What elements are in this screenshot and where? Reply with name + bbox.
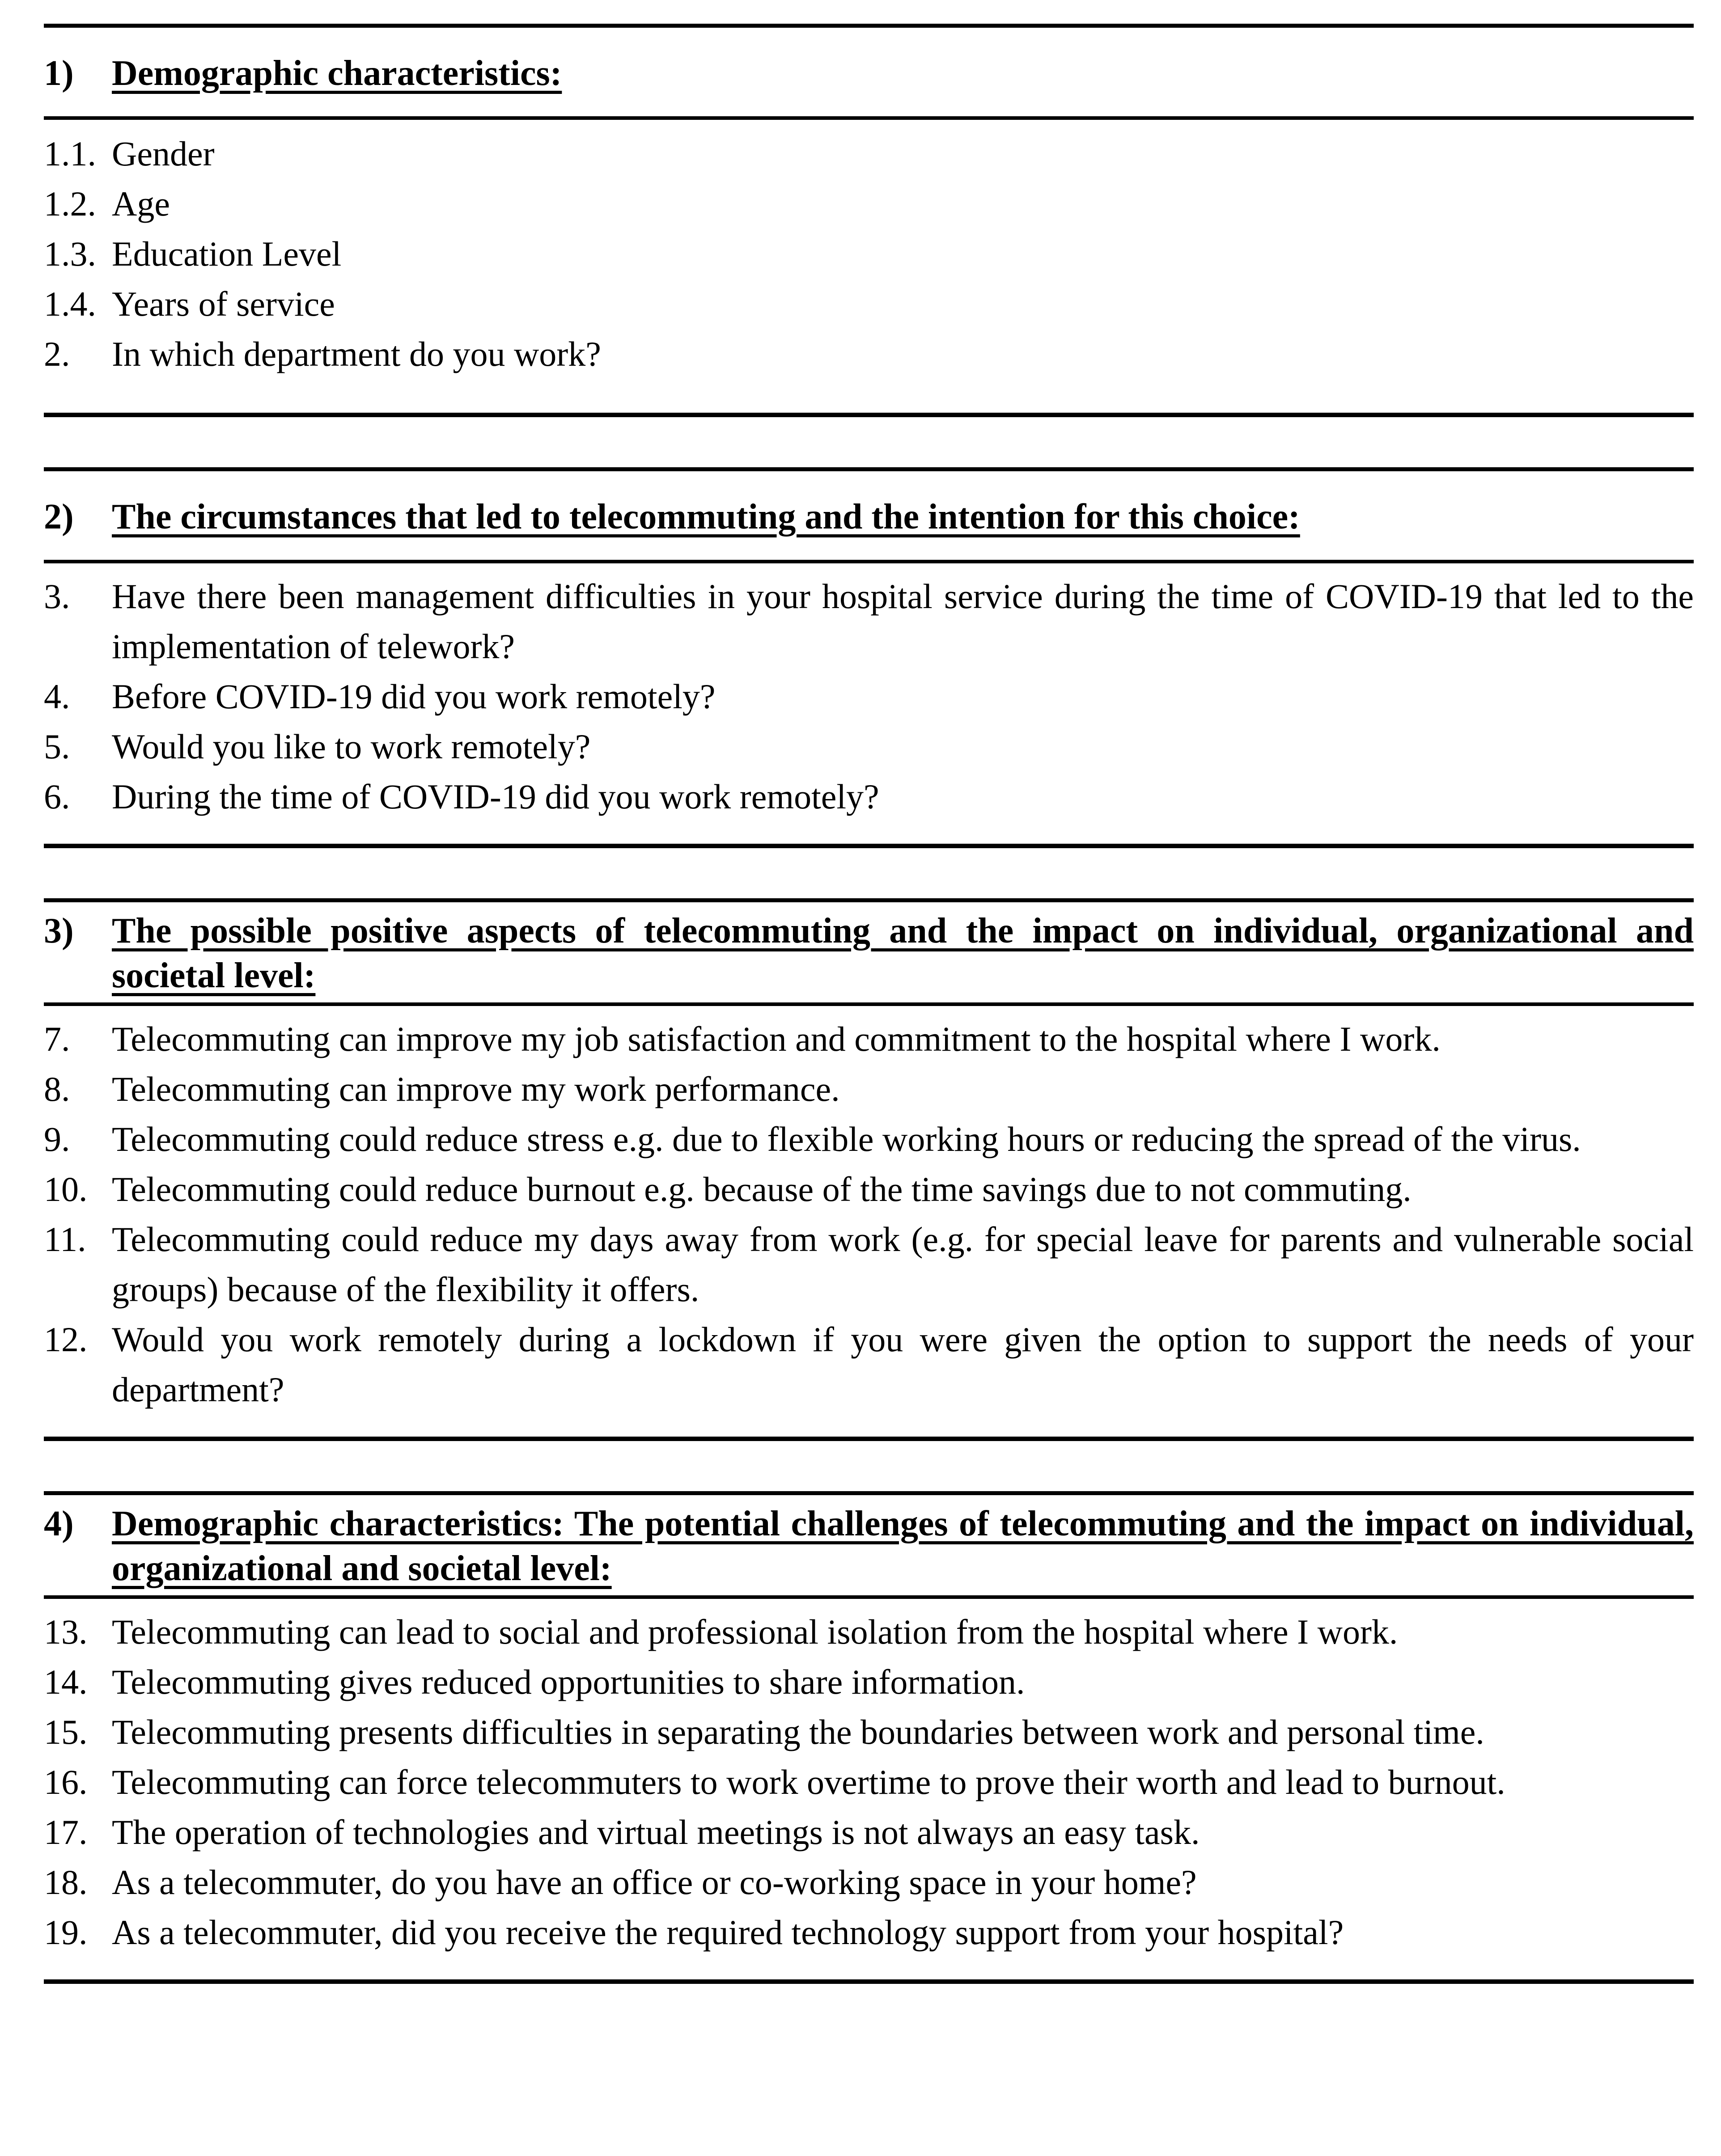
question-number: 15. <box>44 1712 88 1751</box>
question-row <box>44 1164 1694 1214</box>
question-row <box>44 1014 1694 1064</box>
question-row <box>44 772 1694 822</box>
question-number: 1.4. <box>44 284 96 323</box>
section-number: 3) <box>44 911 74 951</box>
question-row <box>44 1214 1694 1315</box>
question-row <box>44 1807 1694 1857</box>
question-row <box>44 722 1694 772</box>
question-text: Have there been management difficulties in your hospital service during the time of COVID-19 that led to the implementation of telework? <box>112 577 1694 666</box>
question-row <box>44 672 1694 722</box>
section-heading <box>44 28 1694 120</box>
question-text: The operation of technologies and virtual meetings is not always an easy task. <box>112 1813 1200 1852</box>
question-number: 7. <box>44 1019 70 1058</box>
question-number: 12. <box>44 1320 88 1359</box>
section-heading <box>44 902 1694 1006</box>
question-number: 8. <box>44 1070 70 1108</box>
section-title: Demographic characteristics: The potential challenges of telecommuting and the impact on individual, organizational and societal level: <box>112 1504 1694 1588</box>
section-title: The possible positive aspects of telecommuting and the impact on individual, organizational and societal level: <box>112 911 1694 995</box>
question-row <box>44 329 1694 379</box>
question-row <box>44 571 1694 672</box>
question-text: During the time of COVID-19 did you work remotely? <box>112 777 879 816</box>
question-number: 19. <box>44 1913 88 1952</box>
question-number: 3. <box>44 577 70 616</box>
question-number: 2. <box>44 334 70 373</box>
question-text: Telecommuting can lead to social and professional isolation from the hospital where I work. <box>112 1612 1398 1651</box>
question-number: 10. <box>44 1170 88 1209</box>
question-text: Telecommuting gives reduced opportunities to share information. <box>112 1662 1025 1701</box>
question-text: Years of service <box>112 284 335 323</box>
question-row <box>44 1707 1694 1757</box>
question-text: Telecommuting can improve my work performance. <box>112 1070 840 1108</box>
section-heading <box>44 1495 1694 1599</box>
question-number: 16. <box>44 1763 88 1801</box>
question-row <box>44 1114 1694 1164</box>
section-number: 2) <box>44 497 74 537</box>
section-body <box>44 1599 1694 1979</box>
question-row <box>44 179 1694 229</box>
question-number: 13. <box>44 1612 88 1651</box>
section-number: 1) <box>44 54 74 93</box>
question-text: Telecommuting presents difficulties in separating the boundaries between work and personal time. <box>112 1712 1484 1751</box>
question-number: 17. <box>44 1813 88 1852</box>
question-row <box>44 1657 1694 1707</box>
question-row <box>44 279 1694 329</box>
question-text: Before COVID-19 did you work remotely? <box>112 677 716 716</box>
question-number: 1.2. <box>44 184 96 223</box>
question-row <box>44 229 1694 279</box>
question-row <box>44 1907 1694 1957</box>
question-row <box>44 1607 1694 1657</box>
section-positive-aspects <box>44 898 1694 1441</box>
section-title: The circumstances that led to telecommuting and the intention for this choice: <box>112 497 1300 537</box>
question-text: Education Level <box>112 234 342 273</box>
question-number: 1.1. <box>44 134 96 173</box>
question-number: 14. <box>44 1662 88 1701</box>
section-challenges <box>44 1491 1694 1984</box>
question-number: 9. <box>44 1120 70 1158</box>
question-text: As a telecommuter, do you have an office or co-working space in your home? <box>112 1863 1197 1902</box>
section-title: Demographic characteristics: <box>112 54 562 93</box>
question-text: As a telecommuter, did you receive the required technology support from your hospital? <box>112 1913 1344 1952</box>
question-text: Telecommuting could reduce my days away from work (e.g. for special leave for parents and vulnerable social groups) because of the flexibility it offers. <box>112 1220 1694 1309</box>
section-body <box>44 1006 1694 1437</box>
question-row <box>44 1757 1694 1807</box>
question-number: 11. <box>44 1220 86 1259</box>
section-body <box>44 563 1694 844</box>
question-number: 5. <box>44 727 70 766</box>
question-text: Would you work remotely during a lockdown if you were given the option to support the needs of your department? <box>112 1320 1694 1409</box>
question-row <box>44 1315 1694 1415</box>
question-text: Would you like to work remotely? <box>112 727 591 766</box>
question-text: Telecommuting could reduce burnout e.g. because of the time savings due to not commuting. <box>112 1170 1412 1209</box>
question-row <box>44 1064 1694 1114</box>
question-number: 1.3. <box>44 234 96 273</box>
section-body <box>44 120 1694 413</box>
question-text: Telecommuting could reduce stress e.g. due to flexible working hours or reducing the spread of the virus. <box>112 1120 1581 1158</box>
question-text: Gender <box>112 134 215 173</box>
question-text: Age <box>112 184 170 223</box>
question-number: 18. <box>44 1863 88 1902</box>
section-heading <box>44 471 1694 563</box>
question-text: Telecommuting can force telecommuters to work overtime to prove their worth and lead to burnout. <box>112 1763 1505 1801</box>
question-number: 6. <box>44 777 70 816</box>
question-text: In which department do you work? <box>112 334 601 373</box>
section-number: 4) <box>44 1504 74 1543</box>
question-row <box>44 1857 1694 1907</box>
question-row <box>44 129 1694 179</box>
question-number: 4. <box>44 677 70 716</box>
section-circumstances <box>44 467 1694 848</box>
question-text: Telecommuting can improve my job satisfaction and commitment to the hospital where I work. <box>112 1019 1441 1058</box>
section-demographics <box>44 24 1694 417</box>
